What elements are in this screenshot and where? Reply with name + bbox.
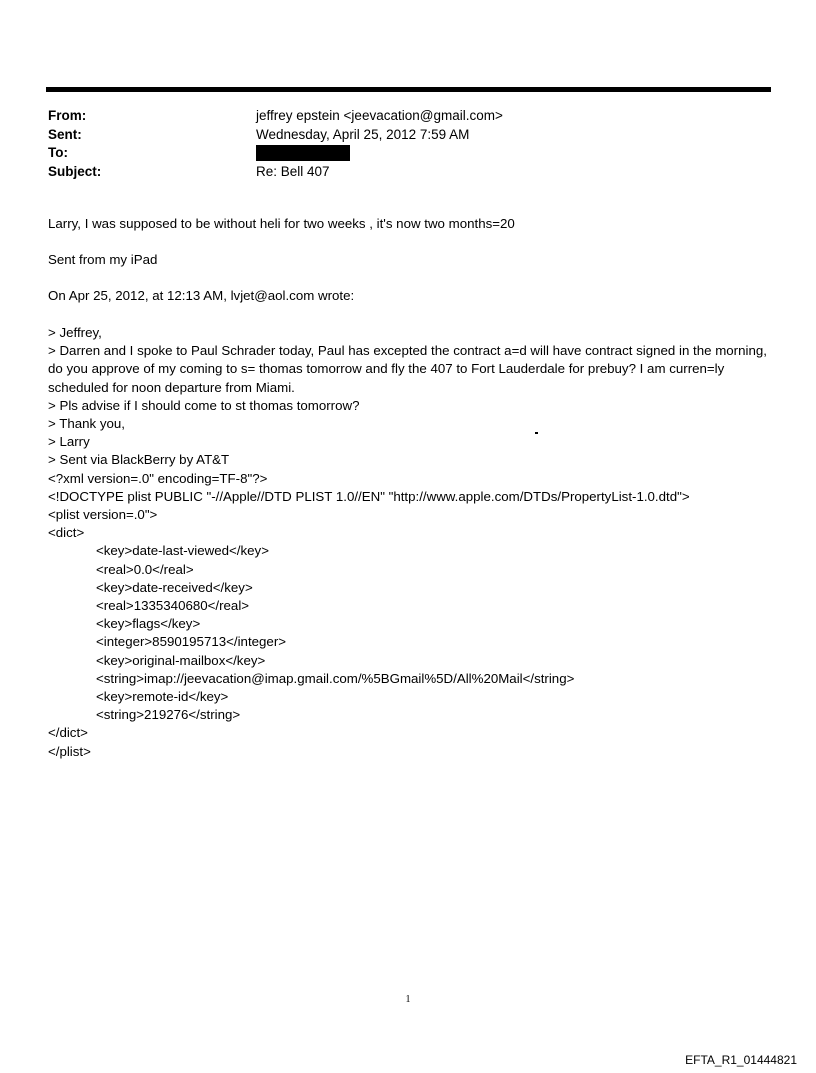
- reply-text: Larry, I was supposed to be without heli for two weeks , it's now two months=20: [48, 216, 515, 231]
- to-label: To:: [48, 145, 68, 160]
- quoted-line: > Thank you,: [48, 416, 126, 432]
- xml-line: <string>imap://jeevacation@imap.gmail.com/%5BGmail%5D/All%20Mail</string>: [96, 670, 575, 686]
- from-row: [48, 107, 768, 126]
- subject-row: [48, 163, 768, 182]
- quoted-message: [48, 324, 771, 761]
- header-rule: [46, 87, 771, 92]
- subject-label: Subject:: [48, 163, 102, 179]
- signature-text: Sent from my iPad: [48, 252, 158, 267]
- xml-line: <key>date-received</key>: [96, 579, 253, 595]
- xml-line: <integer>8590195713</integer>: [96, 634, 287, 650]
- to-value: [256, 144, 768, 163]
- from-label: From:: [48, 108, 87, 123]
- message-line-2: [48, 251, 768, 269]
- from-value: jeffrey epstein <jeevacation@gmail.com>: [256, 108, 503, 123]
- quoted-line: > Larry: [48, 434, 90, 450]
- xml-line: <dict>: [48, 525, 85, 541]
- sent-label: Sent:: [48, 126, 82, 142]
- xml-line: <!DOCTYPE plist PUBLIC "-//Apple//DTD PLIST 1.0//EN" "http://www.apple.com/DTDs/PropertyList-1.0.dtd">: [48, 488, 690, 504]
- xml-line: <key>original-mailbox</key>: [96, 652, 266, 668]
- xml-line: <key>flags</key>: [96, 616, 201, 632]
- quoted-line: > Darren and I spoke to Paul Schrader today, Paul has excepted the contract a=d will have contract signed in the morning, do you approve of my coming to s= thomas tomorrow and fly the 407 to Fort Lauderdale for prebuy? I am curren=ly scheduled for noon departure from Miami.: [48, 343, 771, 395]
- xml-line: <real>0.0</real>: [96, 561, 194, 577]
- email-header: [48, 107, 768, 181]
- to-row: [48, 144, 768, 163]
- quoted-line: > Sent via BlackBerry by AT&T: [48, 452, 230, 468]
- xml-line: <key>remote-id</key>: [96, 689, 229, 705]
- xml-line: <real>1335340680</real>: [96, 598, 250, 614]
- sent-value: Wednesday, April 25, 2012 7:59 AM: [256, 126, 470, 142]
- quote-attribution: On Apr 25, 2012, at 12:13 AM, lvjet@aol.com wrote:: [48, 288, 355, 303]
- quoted-line: > Pls advise if I should come to st thomas tomorrow?: [48, 397, 360, 413]
- xml-line: <plist version=.0">: [48, 507, 158, 523]
- redaction-box: [256, 145, 350, 161]
- xml-line: </plist>: [48, 743, 91, 759]
- xml-line: <string>219276</string>: [96, 707, 241, 723]
- stray-mark: [535, 432, 538, 434]
- xml-line: </dict>: [48, 725, 88, 741]
- xml-line: <?xml version=.0" encoding=TF-8"?>: [48, 470, 268, 486]
- message-line-3: [48, 287, 768, 305]
- document-id: EFTA_R1_01444821: [685, 1053, 797, 1067]
- xml-line: <key>date-last-viewed</key>: [96, 543, 269, 559]
- message-line-1: [48, 215, 768, 233]
- subject-value: Re: Bell 407: [256, 163, 330, 179]
- page-number: 1: [405, 994, 411, 1005]
- quoted-line: > Jeffrey,: [48, 325, 102, 340]
- sent-row: [48, 126, 768, 145]
